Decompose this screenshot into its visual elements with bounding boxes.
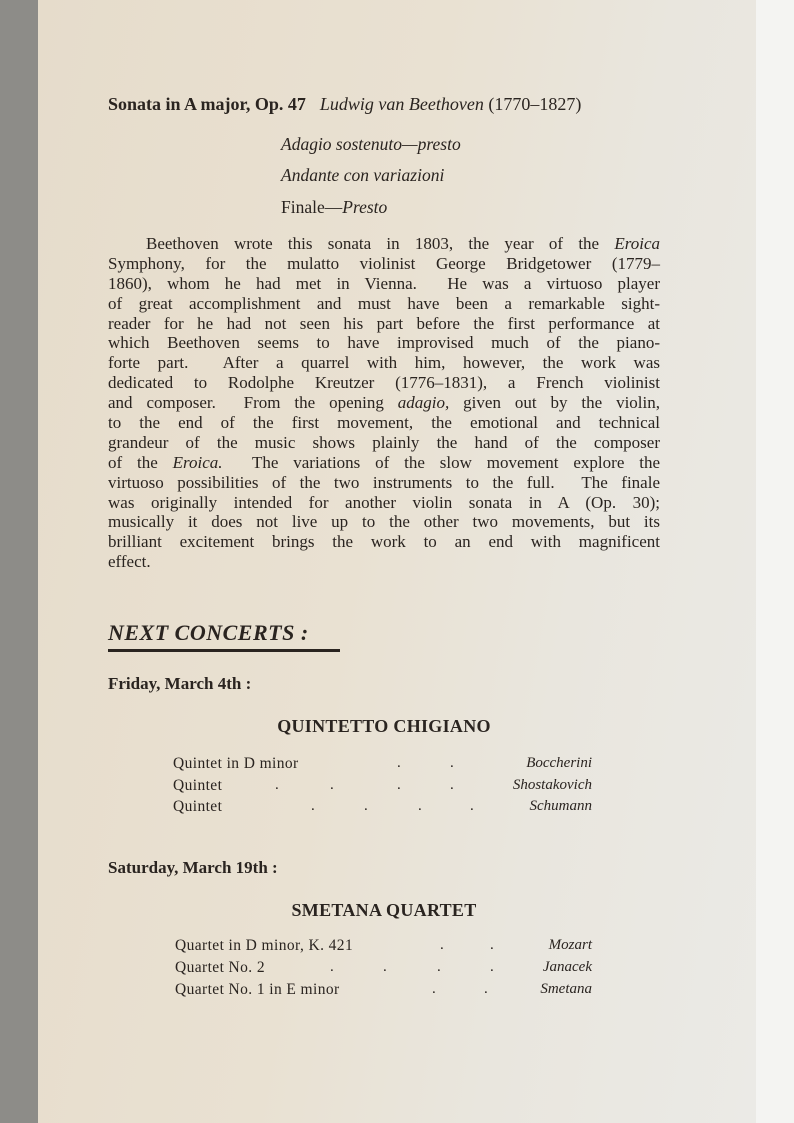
dot-leader: .: [490, 959, 494, 975]
program-work: Quintet in D minor: [173, 755, 299, 772]
work-composer: Ludwig van Beethoven: [319, 94, 484, 114]
notes-line: [108, 512, 660, 532]
program-composer: Schumann: [529, 798, 592, 814]
dot-leader: .: [330, 777, 334, 793]
notes-line: [108, 493, 660, 513]
program-composer: Boccherini: [526, 755, 592, 771]
notes-line: [108, 254, 660, 274]
notes-text: which Beethoven seems to have improvised much of the piano-: [108, 333, 660, 353]
program-work: Quintet: [173, 798, 223, 815]
next-concerts-heading: NEXT CONCERTS :: [108, 620, 309, 645]
movement-text: Adagio sostenuto—presto: [281, 134, 461, 154]
movement: [281, 134, 461, 155]
program-notes: [108, 234, 660, 572]
notes-text: reader for he had not seen his part before the first performance at: [108, 313, 660, 333]
work-title: Sonata in A major, Op. 47: [108, 94, 306, 114]
notes-text: virtuoso possibilities of the two instruments to the full. The finale: [108, 472, 660, 492]
dot-leader: .: [275, 777, 279, 793]
ensemble-name: QUINTETTO CHIGIANO: [277, 716, 491, 736]
dot-leader: .: [418, 798, 422, 814]
notes-text: Symphony, for the mulatto violinist George Bridgetower (1779–: [108, 253, 660, 273]
movement-text: Presto: [342, 197, 388, 217]
notes-text: was originally intended for another violin sonata in A (Op. 30);: [108, 492, 660, 512]
program-composer: Shostakovich: [512, 777, 592, 793]
notes-line: [108, 353, 660, 373]
dot-leader: .: [397, 755, 401, 771]
program-composer: Janacek: [542, 959, 592, 975]
program-work: Quartet No. 1 in E minor: [175, 981, 340, 998]
notes-text: given out by the violin,: [449, 393, 660, 413]
notes-text: brilliant excitement brings the work to an end with magnificent: [108, 532, 660, 552]
movement: [281, 165, 444, 186]
movement-text: Finale—: [281, 197, 343, 217]
dot-leader: .: [432, 981, 436, 997]
notes-text: 1860), whom he had met in Vienna. He was a virtuoso player: [108, 273, 660, 293]
notes-text: Beethoven wrote this sonata in 1803, the year of the: [146, 234, 615, 253]
page-edge: [756, 0, 794, 1123]
ensemble-name: SMETANA QUARTET: [291, 900, 477, 920]
notes-text: and composer. From the opening: [108, 393, 398, 413]
notes-line: [108, 274, 660, 294]
program-work: Quintet: [173, 777, 223, 794]
notes-text: Eroica: [614, 234, 660, 253]
notes-line: [108, 453, 660, 473]
dot-leader: .: [450, 755, 454, 771]
notes-text: Eroica.: [172, 452, 223, 472]
notes-line: [108, 532, 660, 552]
dot-leader: .: [437, 959, 441, 975]
notes-text: effect.: [108, 552, 151, 572]
dot-leader: .: [484, 981, 488, 997]
notes-text: The variations of the slow movement explore the: [222, 452, 660, 472]
notes-line: [108, 413, 660, 433]
notes-text: forte part. After a quarrel with him, however, the work was: [108, 353, 660, 373]
program-composer: Mozart: [548, 937, 592, 953]
concert-date: Friday, March 4th :: [108, 674, 252, 693]
notes-line: [108, 333, 660, 353]
notes-text: of great accomplishment and must have been a remarkable sight-: [108, 293, 660, 313]
notes-line: [108, 393, 660, 413]
notes-line: [108, 433, 660, 453]
heading-underline: [108, 649, 340, 652]
dot-leader: .: [450, 777, 454, 793]
movement-text: Andante con variazioni: [281, 165, 445, 185]
dot-leader: .: [364, 798, 368, 814]
notes-text: to the end of the first movement, the emotional and technical: [108, 413, 660, 433]
dot-leader: .: [490, 937, 494, 953]
notes-text: musically it does not live up to the other two movements, but its: [108, 512, 660, 532]
dot-leader: .: [311, 798, 315, 814]
notes-text: adagio,: [397, 393, 450, 413]
dot-leader: .: [470, 798, 474, 814]
program-composer: Smetana: [540, 981, 592, 997]
notes-line: [108, 314, 660, 334]
concert-date: Saturday, March 19th :: [108, 858, 278, 877]
notes-line: [108, 373, 660, 393]
dot-leader: .: [440, 937, 444, 953]
notes-text: dedicated to Rodolphe Kreutzer (1776–1831), a French violinist: [108, 373, 660, 393]
movement: [281, 197, 387, 218]
notes-line: [108, 234, 660, 254]
notes-text: grandeur of the music shows plainly the hand of the composer: [108, 432, 660, 452]
dot-leader: .: [383, 959, 387, 975]
program-work: Quartet in D minor, K. 421: [175, 937, 354, 954]
notes-line: [108, 473, 660, 493]
notes-line: [108, 294, 660, 314]
dot-leader: .: [330, 959, 334, 975]
dot-leader: .: [397, 777, 401, 793]
work-heading: [108, 94, 581, 115]
notes-line: [108, 552, 660, 572]
program-work: Quartet No. 2: [175, 959, 265, 976]
notes-text: of the: [108, 452, 173, 472]
composer-dates: (1770–1827): [488, 94, 582, 114]
